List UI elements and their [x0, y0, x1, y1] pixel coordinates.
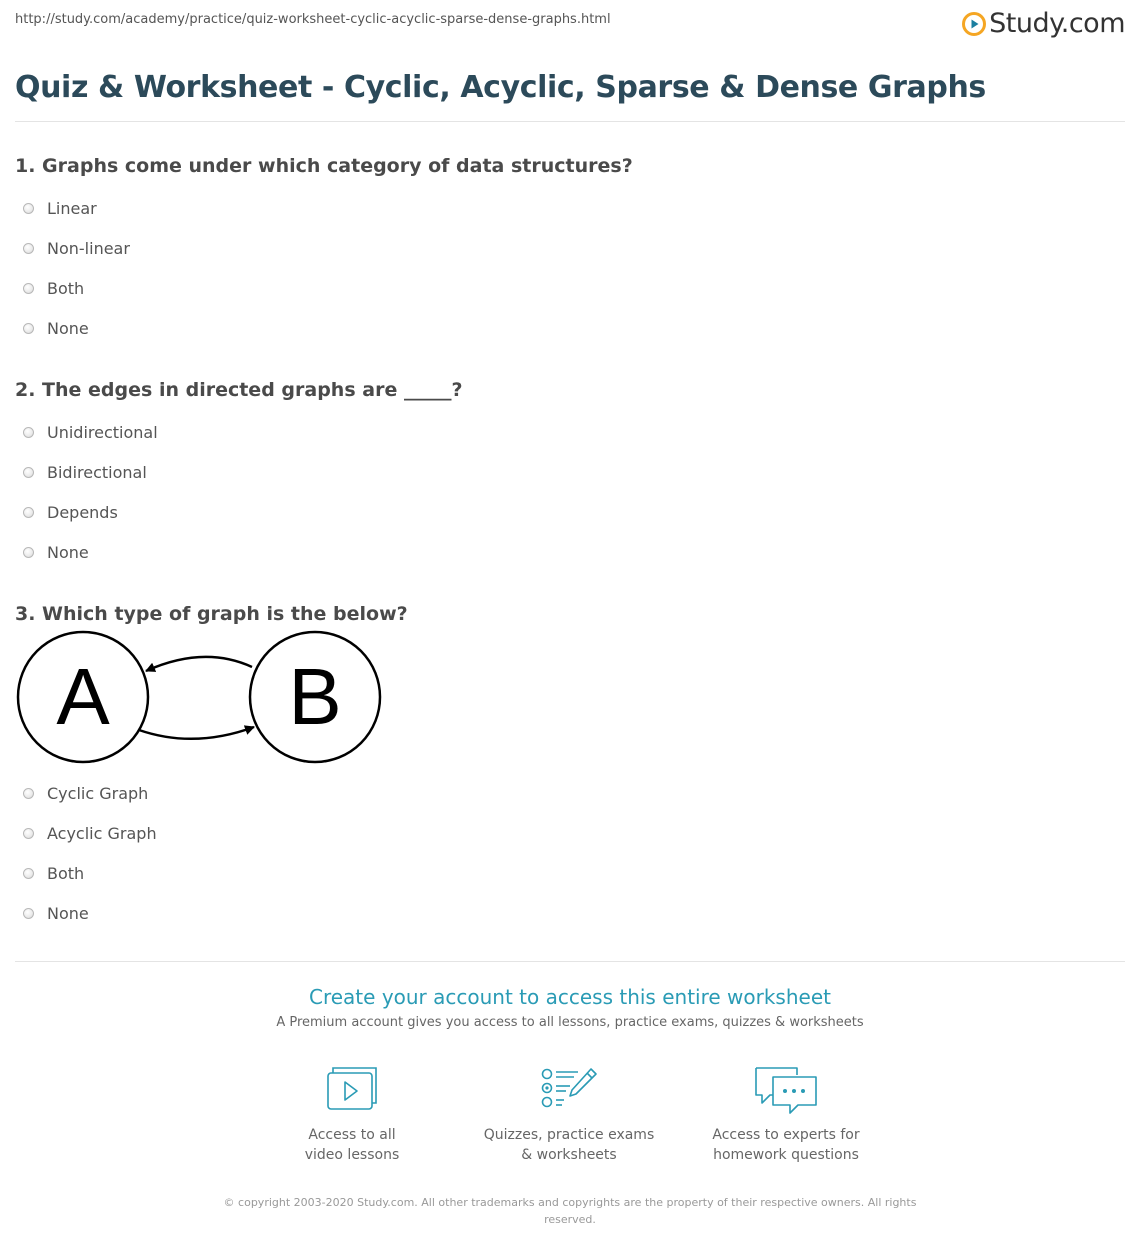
choice-label: None: [47, 542, 89, 562]
play-logo-icon: [962, 12, 986, 36]
cta-subtitle: A Premium account gives you access to all lessons, practice exams, quizzes & worksheets: [276, 1015, 864, 1030]
edge-a-to-b: [139, 727, 254, 739]
radio-button[interactable]: [23, 427, 34, 438]
node-a-label: A: [56, 652, 110, 741]
graph-diagram: [14, 627, 386, 767]
radio-button[interactable]: [23, 828, 34, 839]
feature-label-line2: & worksheets: [521, 1147, 617, 1163]
answer-choice[interactable]: [23, 902, 89, 924]
choice-label: Both: [47, 278, 85, 298]
choice-label: None: [47, 318, 89, 338]
answer-choice[interactable]: [23, 822, 157, 844]
feature-label-line1: Access to all: [308, 1127, 396, 1143]
video-icon: [325, 1065, 379, 1111]
page-title: Quiz & Worksheet - Cyclic, Acyclic, Sparse & Dense Graphs: [15, 70, 986, 105]
answer-choice[interactable]: [23, 541, 89, 563]
answer-choice[interactable]: [23, 782, 148, 804]
feature-experts: [686, 1065, 886, 1165]
edge-b-to-a: [146, 657, 252, 671]
divider: [15, 961, 1125, 962]
chat-icon: [753, 1065, 819, 1115]
radio-button[interactable]: [23, 283, 34, 294]
radio-button[interactable]: [23, 547, 34, 558]
feature-label-line2: video lessons: [304, 1147, 400, 1163]
copyright-footer: © copyright 2003-2020 Study.com. All other trademarks and copyrights are the property of their respective owners. All rights reserved.: [223, 1196, 917, 1226]
choice-label: Unidirectional: [47, 422, 158, 442]
answer-choice[interactable]: [23, 501, 118, 523]
page-url: http://study.com/academy/practice/quiz-worksheet-cyclic-acyclic-sparse-dense-graphs.html: [15, 12, 611, 27]
answer-choice[interactable]: [23, 277, 84, 299]
feature-label-line1: Access to experts for: [712, 1127, 860, 1143]
checklist-icon: [540, 1065, 598, 1111]
radio-button[interactable]: [23, 868, 34, 879]
radio-button[interactable]: [23, 467, 34, 478]
feature-quizzes: [469, 1065, 669, 1165]
choice-label: Both: [47, 863, 85, 883]
feature-video-lessons: [252, 1065, 452, 1165]
answer-choice[interactable]: [23, 197, 97, 219]
answer-choice[interactable]: [23, 317, 89, 339]
feature-label-line2: homework questions: [713, 1147, 859, 1163]
radio-button[interactable]: [23, 243, 34, 254]
radio-button[interactable]: [23, 788, 34, 799]
node-b-label: B: [288, 652, 342, 741]
logo-text: Study.com: [989, 8, 1125, 39]
cta-title[interactable]: Create your account to access this entire worksheet: [309, 985, 831, 1009]
question-1: 1. Graphs come under which category of data structures?: [15, 155, 633, 177]
choice-label: Cyclic Graph: [47, 783, 149, 803]
answer-choice[interactable]: [23, 237, 130, 259]
choice-label: Linear: [47, 198, 97, 218]
answer-choice[interactable]: [23, 421, 158, 443]
choice-label: None: [47, 903, 89, 923]
radio-button[interactable]: [23, 323, 34, 334]
radio-button[interactable]: [23, 908, 34, 919]
top-bar: [15, 8, 1125, 40]
choice-label: Depends: [47, 502, 118, 522]
choice-label: Bidirectional: [47, 462, 147, 482]
choice-label: Acyclic Graph: [47, 823, 157, 843]
answer-choice[interactable]: [23, 862, 84, 884]
study-logo[interactable]: [962, 8, 1125, 39]
question-2: 2. The edges in directed graphs are _____?: [15, 379, 463, 401]
radio-button[interactable]: [23, 507, 34, 518]
choice-label: Non-linear: [47, 238, 130, 258]
answer-choice[interactable]: [23, 461, 147, 483]
divider: [15, 121, 1125, 122]
question-3: 3. Which type of graph is the below?: [15, 603, 408, 625]
radio-button[interactable]: [23, 203, 34, 214]
feature-label-line1: Quizzes, practice exams: [483, 1127, 655, 1143]
